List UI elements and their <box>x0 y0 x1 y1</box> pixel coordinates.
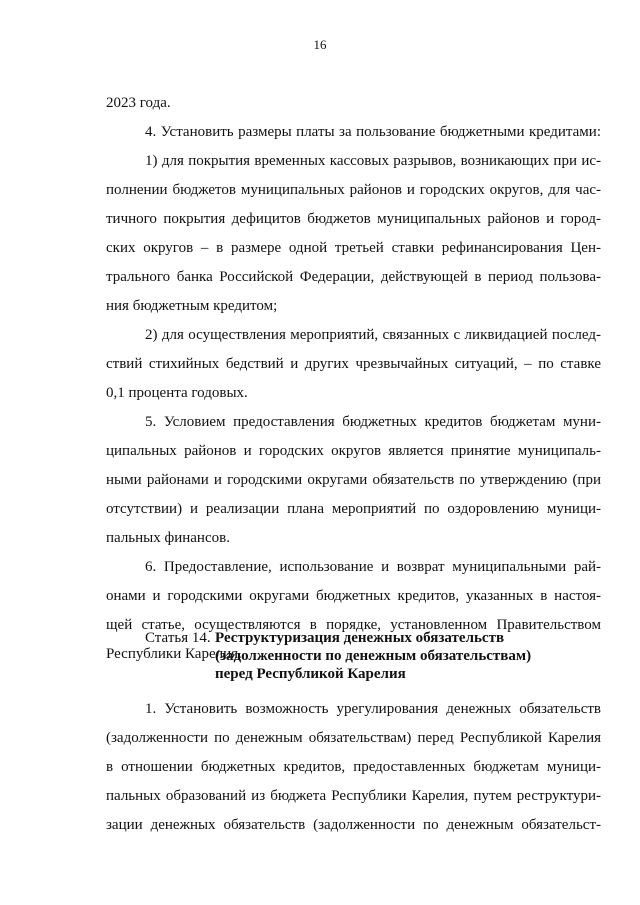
text-line: ских округов – в размере одной третьей ставки рефинансирования Цен- <box>106 240 601 256</box>
text-line: в отношении бюджетных кредитов, предоставленных бюджетам муници- <box>106 759 601 775</box>
article-label: Статья 14. <box>145 630 211 646</box>
article-title-line-3: перед Республикой Карелия <box>215 666 406 682</box>
text-line: 0,1 процента годовых. <box>106 385 248 401</box>
text-line: трального банка Российской Федерации, действующей в период пользова- <box>106 269 601 285</box>
text-line: тичного покрытия дефицитов бюджетов муниципальных районов и город- <box>106 211 601 227</box>
text-line: ния бюджетным кредитом; <box>106 298 278 314</box>
text-line: Республики Карелия. <box>106 646 242 662</box>
text-line: ципальных районов и городских округов является принятие муниципаль- <box>106 443 601 459</box>
text-line: пальных финансов. <box>106 530 230 546</box>
text-line: 1) для покрытия временных кассовых разрывов, возникающих при ис- <box>145 153 601 169</box>
text-line: щей статье, осуществляются в порядке, установленном Правительством <box>106 617 601 633</box>
text-line: 1. Установить возможность урегулирования денежных обязательств <box>145 701 601 717</box>
text-line: 2) для осуществления мероприятий, связанных с ликвидацией послед- <box>145 327 601 343</box>
text-line: 6. Предоставление, использование и возврат муниципальными рай- <box>145 559 601 575</box>
text-line: зации денежных обязательств (задолженности по денежным обязательст- <box>106 817 601 833</box>
text-line: (задолженности по денежным обязательствам) перед Республикой Карелия <box>106 730 601 746</box>
text-line: онами и городскими округами бюджетных кредитов, указанных в настоя- <box>106 588 601 604</box>
text-line: ствий стихийных бедствий и других чрезвычайных ситуаций, – по ставке <box>106 356 601 372</box>
text-line: 5. Условием предоставления бюджетных кредитов бюджетам муни- <box>145 414 601 430</box>
text-line: отсутствии) и реализации плана мероприятий по оздоровлению муници- <box>106 501 601 517</box>
article-title-line-1: Реструктуризация денежных обязательств <box>215 630 505 646</box>
article-heading <box>145 629 531 683</box>
text-line: 4. Установить размеры платы за пользование бюджетными кредитами: <box>145 124 601 140</box>
article-title-line-2: (задолженности по денежным обязательствам) <box>215 648 532 664</box>
text-line: пальных образований из бюджета Республики Карелия, путем реструктури- <box>106 788 601 804</box>
text-line: ными районами и городскими округами обязательств по утверждению (при <box>106 472 601 488</box>
text-line: полнении бюджетов муниципальных районов и городских округов, для час- <box>106 182 601 198</box>
page-number: 16 <box>313 37 327 52</box>
text-line: 2023 года. <box>106 95 171 111</box>
